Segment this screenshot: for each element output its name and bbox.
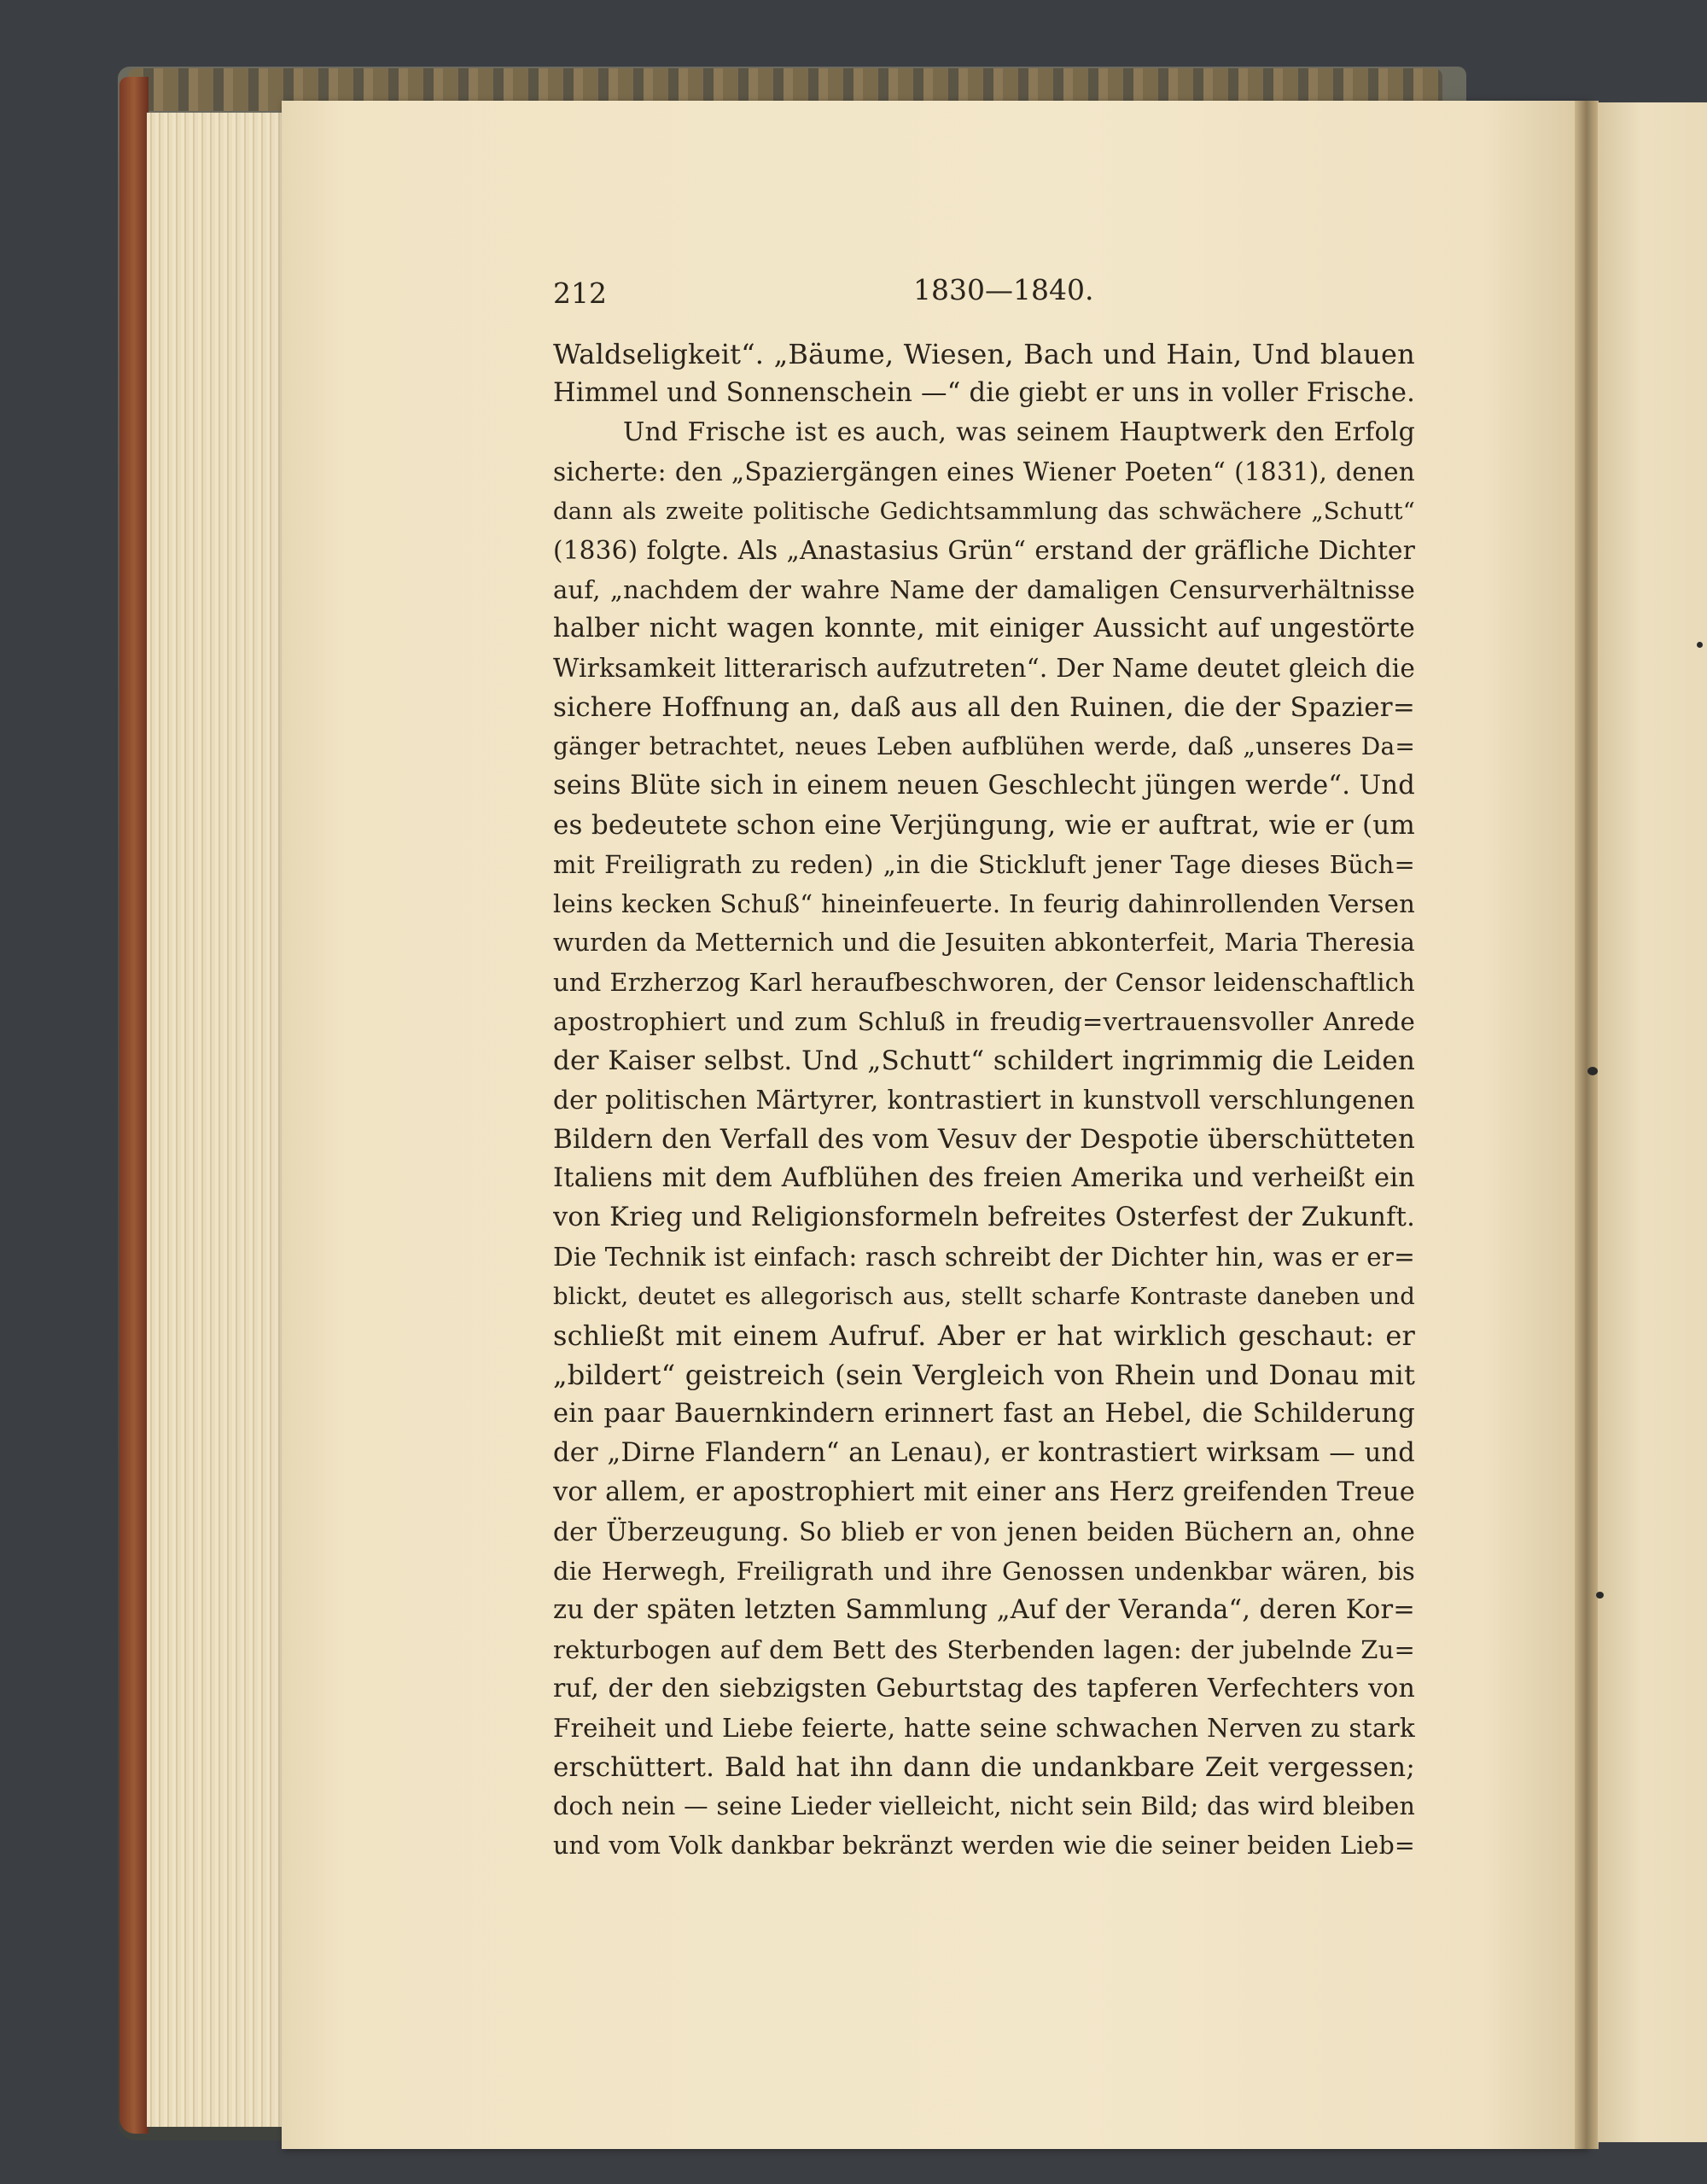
text-line: Und Frische ist es auch, was seinem Hauptwerk den Erfolg [623,417,1415,447]
text-line: erschüttert. Bald hat ihn dann die undankbare Zeit vergessen; [553,1752,1415,1783]
text-line: „bildert“ geistreich (sein Vergleich von Rhein und Donau mit [553,1359,1415,1391]
text-line: schließt mit einem Aufruf. Aber er hat wirklich geschaut: er [553,1319,1415,1352]
text-line: Die Technik ist einfach: rasch schreibt der Dichter hin, was er er= [553,1243,1415,1272]
text-line: der Kaiser selbst. Und „Schutt“ schildert ingrimmig die Leiden [553,1045,1415,1076]
text-line: ruf, der den siebzigsten Geburtstag des tapferen Verfechters von [553,1674,1415,1704]
text-line: wurden da Metternich und die Jesuiten abkonterfeit, Maria Theresia [553,929,1415,957]
page-header [553,273,1415,316]
body-text [553,335,1415,1866]
text-line: leins kecken Schuß“ hineinfeuerte. In feurig dahinrollenden Versen [553,889,1415,918]
text-line: dann als zweite politische Gedichtsammlung das schwächere „Schutt“ [553,498,1415,525]
text-line: apostrophiert und zum Schluß in freudig=vertrauensvoller Anrede [553,1007,1415,1036]
text-line: ein paar Bauernkindern erinnert fast an Hebel, die Schilderung [553,1399,1415,1429]
text-line: Waldseligkeit“. „Bäume, Wiesen, Bach und Hain, Und blauen [553,338,1415,370]
text-line: sichere Hoffnung an, daß aus all den Ruinen, die der Spazier= [553,692,1415,723]
text-line: Wirksamkeit litterarisch aufzutreten“. Der Name deutet gleich die [553,654,1415,683]
book-spine [119,77,149,2134]
text-line: der „Dirne Flandern“ an Lenau), er kontrastiert wirksam — und [553,1438,1415,1468]
text-line: vor allem, er apostrophiert mit einer ans Herz greifenden Treue [553,1477,1415,1507]
text-line: der politischen Märtyrer, kontrastiert in kunstvoll verschlungenen [553,1086,1415,1115]
text-line: gänger betrachtet, neues Leben aufblühen werde, daß „unseres Da= [553,732,1415,760]
page-gutter [1575,101,1599,2149]
text-line: und vom Volk dankbar bekränzt werden wie die seiner beiden Lieb= [553,1832,1415,1860]
text-line: Himmel und Sonnenschein —“ die giebt er uns in voller Frische. [553,378,1415,408]
page-number: 212 [553,277,607,310]
text-line: (1836) folgte. Als „Anastasius Grün“ erstand der gräfliche Dichter [553,536,1415,565]
text-line: Bildern den Verfall des vom Vesuv der Despotie überschütteten [553,1124,1415,1155]
page-edges [147,113,292,2127]
text-line: rekturbogen auf dem Bett des Sterbenden lagen: der jubelnde Zu= [553,1635,1415,1664]
text-line: die Herwegh, Freiligrath und ihre Genossen undenkbar wären, bis [553,1557,1415,1586]
page-spot [1596,1592,1604,1599]
text-line: und Erzherzog Karl heraufbeschworen, der Censor leidenschaftlich [553,968,1415,997]
text-line: es bedeutete schon eine Verjüngung, wie er auftrat, wie er (um [553,810,1415,841]
text-line: auf, „nachdem der wahre Name der damaligen Censurverhältnisse [553,575,1415,604]
text-line: doch nein — seine Lieder vielleicht, nicht sein Bild; das wird bleiben [553,1792,1415,1820]
text-line: Freiheit und Liebe feierte, hatte seine schwachen Nerven zu stark [553,1714,1415,1743]
page-spot [1588,1067,1598,1075]
text-line: sicherte: den „Spaziergängen eines Wiener Poeten“ (1831), denen [553,457,1415,486]
text-line: von Krieg und Religionsformeln befreites Osterfest der Zukunft. [553,1203,1415,1232]
text-line: Italiens mit dem Aufblühen des freien Amerika und verheißt ein [553,1163,1415,1193]
page-spot [1697,642,1703,648]
text-line: halber nicht wagen konnte, mit einiger Aussicht auf ungestörte [553,614,1415,644]
text-line: mit Freiligrath zu reden) „in die Stickluft jener Tage dieses Büch= [553,850,1415,879]
text-line: zu der späten letzten Sammlung „Auf der Veranda“, deren Kor= [553,1595,1415,1625]
facing-page-edge [1598,102,1707,2142]
text-line: seins Blüte sich in einem neuen Geschlecht jüngen werde“. Und [553,771,1415,801]
running-title: 1830—1840. [913,273,1094,306]
text-line: der Überzeugung. So blieb er von jenen beiden Büchern an, ohne [553,1517,1415,1546]
text-line: blickt, deutet es allegorisch aus, stellt scharfe Kontraste daneben und [553,1283,1415,1310]
